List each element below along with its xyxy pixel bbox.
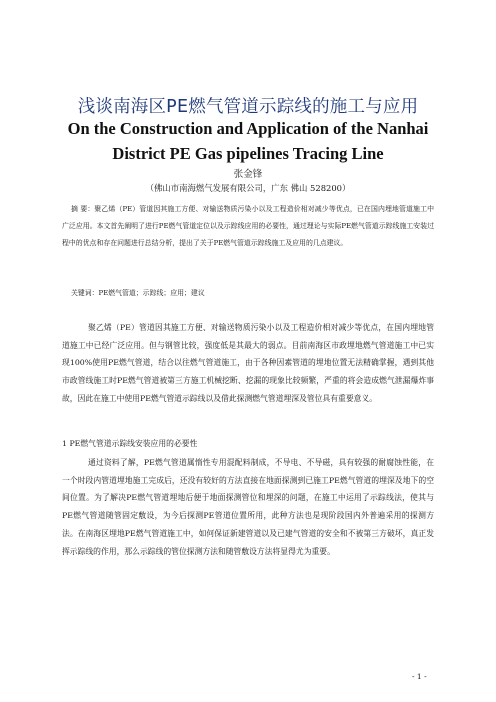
keywords-line: 关键词：PE燃气管道；示踪线；应用；建议 (71, 289, 205, 297)
section-heading: 1 PE燃气管道示踪线安装应用的必要性 (62, 439, 198, 448)
author-affiliation: （佛山市南海燃气发展有限公司，广东 佛山 528200） (145, 183, 351, 193)
abstract-paragraph: 摘 要：聚乙烯（PE）管道因其施工方便、对输送物质污染小以及工程造价相对减少等优点，已在国内埋地管道施工中广泛应用。本文首先阐明了进行PE燃气管道定位以及示踪线应用的必要性，通过理论与实际PE燃气管道示踪线施工安装过程中的优点和存在问题进行总结分析，提出了关于PE燃气管道示踪线施工及应用的几点建议。 (62, 205, 434, 247)
paper-title-english-line1: On the Construction and Application of the Nanhai (67, 119, 429, 138)
paper-title-english-line2: District PE Gas pipelines Tracing Line (112, 144, 384, 163)
section-paragraph: 通过资料了解，PE燃气管道属惰性专用混配料制成，不导电、不导磁，具有较强的耐腐蚀性能，在一个时段内管道埋地施工完成后，还没有较好的方法直接在地面探测到已施工PE燃气管道的埋深及地下的空间位置。为了解决PE燃气管道埋地后便于地面探测管位和埋深的问题，在施工中运用了示踪线法，使其与PE燃气管道随管固定敷设，为今后探测PE管道位置所用，此种方法也是现阶段国内外普遍采用的探测方法。在南海区埋地PE燃气管道施工中，如何保证新建管道以及已建气管道的安全和不被第三方破坏，真正发挥示踪线的作用，那么示踪线的管位探测方法和随管敷设方法将显得尤为重要。 (62, 458, 434, 556)
author-name: 张金锋 (233, 169, 263, 180)
page-number: - 1 - (412, 672, 427, 681)
intro-paragraph: 聚乙烯（PE）管道因其施工方便、对输送物质污染小以及工程造价相对减少等优点，在国内埋地管道施工中已经广泛应用。但与钢管比较，强度低是其最大的弱点。目前南海区市政埋地燃气管道施工中已实现100%使用PE燃气管道，结合以往燃气管道施工，由于各种因素管道的埋地位置无法精确掌握，遇到其他市政管线施工时PE燃气管道被第三方施工机械挖断、挖漏的现象比较频繁，严重的将会造成燃气泄漏爆炸事故，因此在施工中使用PE燃气管道示踪线以及借此探测燃气管道埋深及管位具有重要意义。 (62, 323, 434, 403)
paper-title-chinese: 浅谈南海区PE燃气管道示踪线的施工与应用 (77, 97, 419, 117)
